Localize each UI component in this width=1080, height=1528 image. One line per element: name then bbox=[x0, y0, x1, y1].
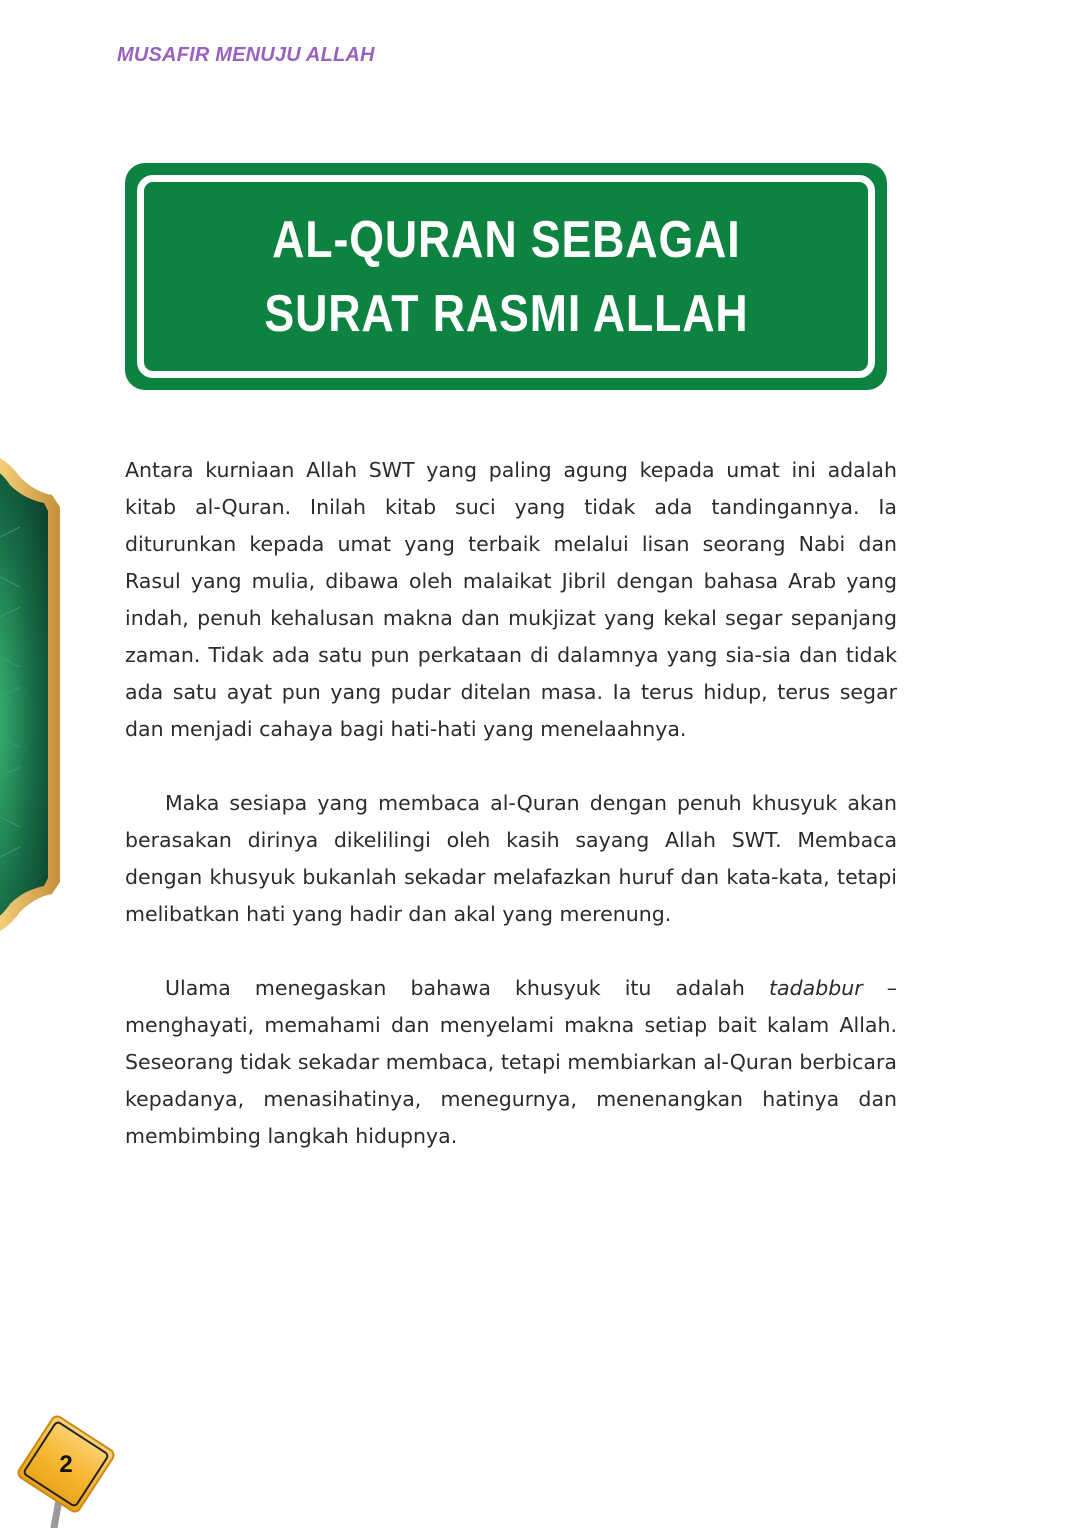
page-number-road-sign bbox=[10, 1408, 130, 1528]
page-title-line-2: SURAT RASMI ALLAH bbox=[263, 284, 749, 343]
paragraph-3 bbox=[125, 970, 897, 1155]
running-header: MUSAFIR MENUJU ALLAH bbox=[117, 44, 375, 66]
title-sign bbox=[125, 163, 887, 390]
page-number: 2 bbox=[59, 1451, 73, 1478]
body-text bbox=[125, 452, 897, 1192]
paragraph-1: Antara kurniaan Allah SWT yang paling agung kepada umat ini adalah kitab al-Quran. Inilah kitab suci yang tidak ada tandingannya. Ia diturunkan kepada umat yang terbaik melalui lisan seorang Nabi dan Rasul yang mulia, dibawa oleh malaikat Jibril dengan bahasa Arab yang indah, penuh kehalusan makna dan mukjizat yang kekal segar sepanjang zaman. Tidak ada satu pun perkataan di dalamnya yang sia-sia dan tidak ada satu ayat pun yang pudar ditelan masa. Ia terus hidup, terus segar dan menjadi cahaya bagi hati-hati yang menelaahnya. bbox=[125, 458, 897, 741]
paragraph-2: Maka sesiapa yang membaca al-Quran dengan penuh khusyuk akan berasakan dirinya dikelilingi oleh kasih sayang Allah SWT. Membaca dengan khusyuk bukanlah sekadar melafazkan huruf dan kata-kata, tetapi melibatkan hati yang hadir dan akal yang merenung. bbox=[125, 791, 897, 926]
page-title-line-1: AL-QURAN SEBAGAI bbox=[271, 210, 741, 269]
paragraph-3-rest: – menghayati, memahami dan menyelami makna setiap bait kalam Allah. Seseorang tidak sekadar membaca, tetapi membiarkan al-Quran berbicara kepadanya, menasihatinya, menegurnya, menenangkan hatinya dan membimbing langkah hidupnya. bbox=[125, 976, 897, 1148]
decorative-frame-ornament bbox=[0, 437, 62, 952]
paragraph-3-intro: Ulama menegaskan bahawa khusyuk itu adalah bbox=[165, 976, 770, 1000]
tadabbur-term: tadabbur bbox=[769, 976, 863, 1000]
title-sign-border bbox=[137, 175, 875, 378]
